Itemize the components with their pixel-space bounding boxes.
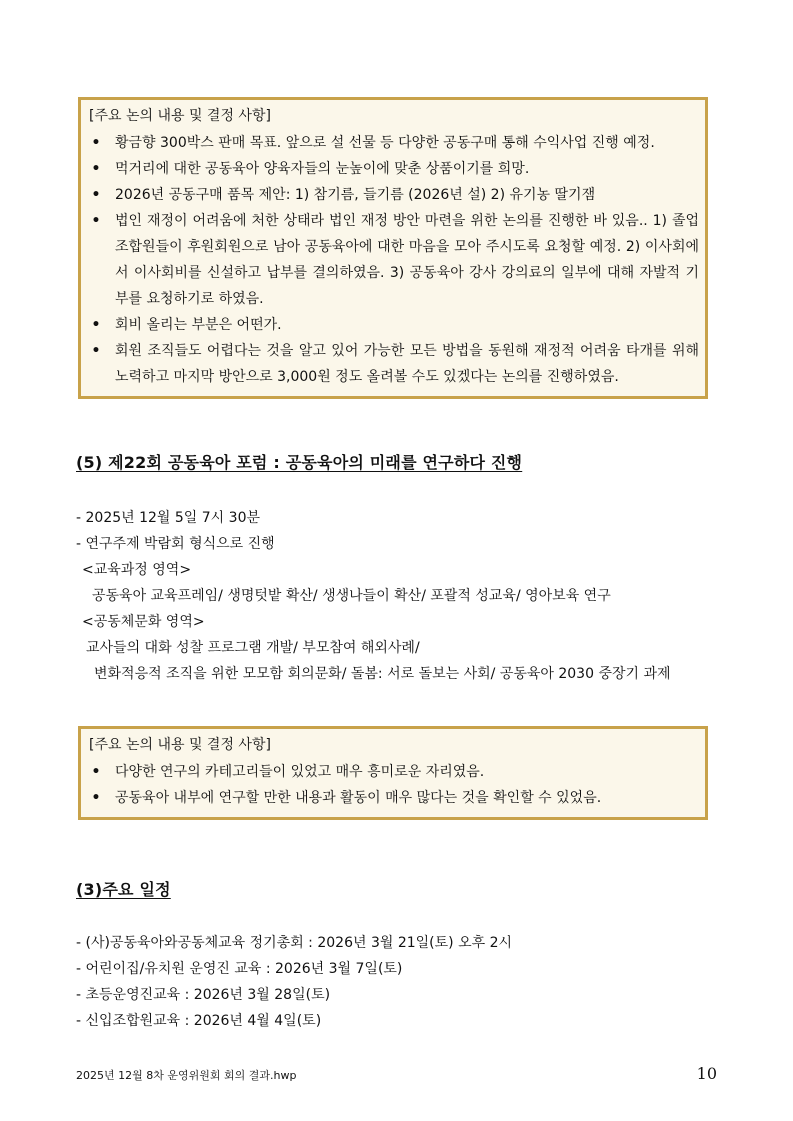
decision-box-2 [78,726,708,820]
curriculum-area-topics: 공동육아 교육프레임/ 생명텃밭 확산/ 생생나들이 확산/ 포괄적 성교육/ 영아보육 연구 [92,588,611,604]
schedule-item: - 신입조합원교육 : 2026년 4월 4일(토) [76,1013,322,1029]
decision-box-title: [주요 논의 내용 및 결정 사항] [89,737,271,753]
forum-format-line: - 연구주제 박람회 형식으로 진행 [76,536,275,552]
bullet-icon: • [91,764,101,780]
footer-filename: 2025년 12월 8차 운영위원회 회의 결과.hwp [76,1069,297,1082]
community-area-label: <공동체문화 영역> [82,614,205,630]
bullet-icon: • [91,161,101,177]
bullet-icon: • [91,317,101,333]
section-heading-schedule: (3)주요 일정 [76,880,171,899]
page-number: 10 [696,1064,717,1083]
curriculum-area-label: <교육과정 영역> [82,562,192,578]
list-item: • 황금향 300박스 판매 목표. 앞으로 설 선물 등 다양한 공동구매 통해 수익사업 진행 예정. [87,130,699,156]
schedule-item: - (사)공동육아와공동체교육 정기총회 : 2026년 3월 21일(토) 오후 2시 [76,935,513,951]
schedule-item: - 초등운영진교육 : 2026년 3월 28일(토) [76,987,331,1003]
bullet-icon: • [91,187,101,203]
forum-details [76,505,671,687]
decision-box-title: [주요 논의 내용 및 결정 사항] [89,108,271,124]
decision-list [87,130,699,390]
decision-list [87,759,699,811]
bullet-icon: • [91,213,101,229]
bullet-icon: • [91,135,101,151]
list-item: • 먹거리에 대한 공동육아 양육자들의 눈높이에 맞춘 상품이기를 희망. [87,156,699,182]
list-item: • 2026년 공동구매 품목 제안: 1) 참기름, 들기름 (2026년 설) 2) 유기농 딸기잼 [87,182,699,208]
list-item: • 회원 조직들도 어렵다는 것을 알고 있어 가능한 모든 방법을 동원해 재정적 어려움 타개를 위해 노력하고 마지막 방안으로 3,000원 정도 올려볼 수도 있겠다는 논의를 진행하였음. [87,338,699,390]
section-heading-forum: (5) 제22회 공동육아 포럼 : 공동육아의 미래를 연구하다 진행 [76,453,523,472]
list-item: • 다양한 연구의 카테고리들이 있었고 매우 흥미로운 자리였음. [87,759,699,785]
community-area-topics-2: 변화적응적 조직을 위한 모모함 회의문화/ 돌봄: 서로 돌보는 사회/ 공동육아 2030 중장기 과제 [94,666,671,682]
schedule-list [76,930,512,1034]
decision-box-1 [78,97,708,399]
community-area-topics-1: 교사들의 대화 성찰 프로그램 개발/ 부모참여 해외사례/ [86,640,420,656]
forum-date-line: - 2025년 12월 5일 7시 30분 [76,510,260,526]
list-item: • 공동육아 내부에 연구할 만한 내용과 활동이 매우 많다는 것을 확인할 수 있었음. [87,785,699,811]
schedule-item: - 어린이집/유치원 운영진 교육 : 2026년 3월 7일(토) [76,961,403,977]
bullet-icon: • [91,790,101,806]
list-item: • 회비 올리는 부분은 어떤가. [87,312,699,338]
bullet-icon: • [91,343,101,359]
list-item: • 법인 재정이 어려움에 처한 상태라 법인 재정 방안 마련을 위한 논의를 진행한 바 있음.. 1) 졸업 조합원들이 후원회원으로 남아 공동육아에 대한 마음을 모아 주시도록 요청할 예정. 2) 이사회에서 이사회비를 신설하고 납부를 결의하였음. 3) 공동육아 강사 강의료의 일부에 대해 자발적 기부를 요청하기로 하였음. [87,208,699,312]
